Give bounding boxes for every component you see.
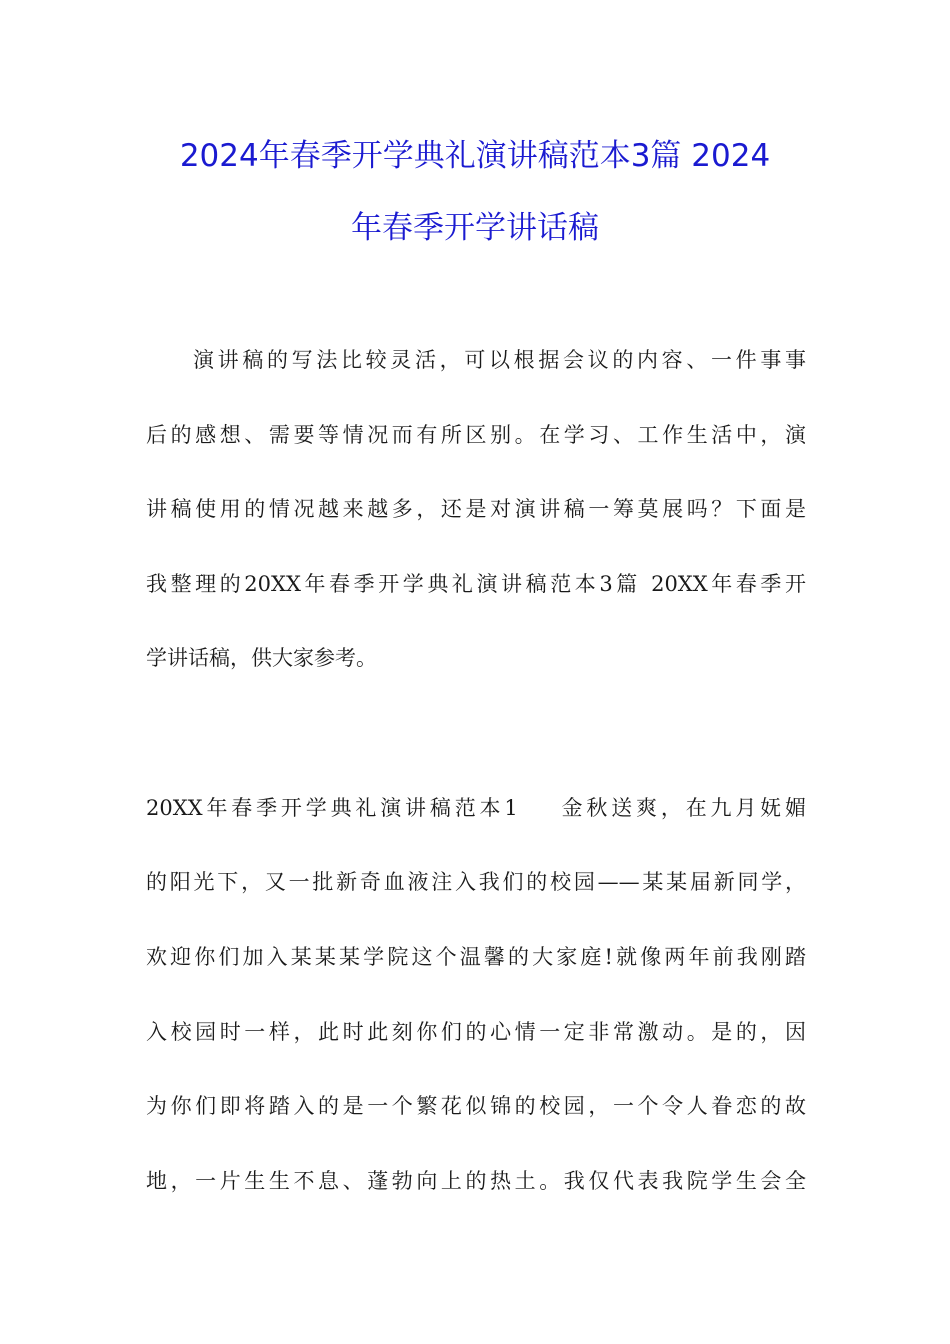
intro-line-4: 我整理的20XX年春季开学典礼演讲稿范本3篇 20XX年春季开	[146, 572, 806, 596]
intro-line-3: 讲稿使用的情况越来越多，还是对演讲稿一筹莫展吗？下面是	[146, 497, 806, 521]
intro-line-1: 演讲稿的写法比较灵活，可以根据会议的内容、一件事事	[193, 348, 806, 372]
section1-line-4: 入校园时一样，此时此刻你们的心情一定非常激动。是的，因	[146, 1020, 806, 1044]
intro-line-5: 学讲话稿，供大家参考。	[146, 646, 377, 670]
section1-line-6: 地，一片生生不息、蓬勃向上的热土。我仅代表我院学生会全	[146, 1169, 806, 1193]
document-title-line-2: 年春季开学讲话稿	[351, 210, 599, 246]
section1-first-line	[146, 793, 806, 823]
section1-line-2: 的阳光下，又一批新奇血液注入我们的校园——某某届新同学，	[146, 870, 806, 894]
intro-line-2: 后的感想、需要等情况而有所区别。在学习、工作生活中，演	[146, 423, 806, 447]
document-title-line-1: 2024年春季开学典礼演讲稿范本3篇 2024	[179, 138, 771, 174]
section1-heading: 20XX年春季开学典礼演讲稿范本1	[146, 796, 518, 820]
section1-first-line-text: 金秋送爽，在九月妩媚	[557, 796, 807, 820]
section1-line-5: 为你们即将踏入的是一个繁花似锦的校园，一个令人眷恋的故	[146, 1094, 806, 1118]
section1-line-3: 欢迎你们加入某某某学院这个温馨的大家庭!就像两年前我刚踏	[146, 945, 806, 969]
